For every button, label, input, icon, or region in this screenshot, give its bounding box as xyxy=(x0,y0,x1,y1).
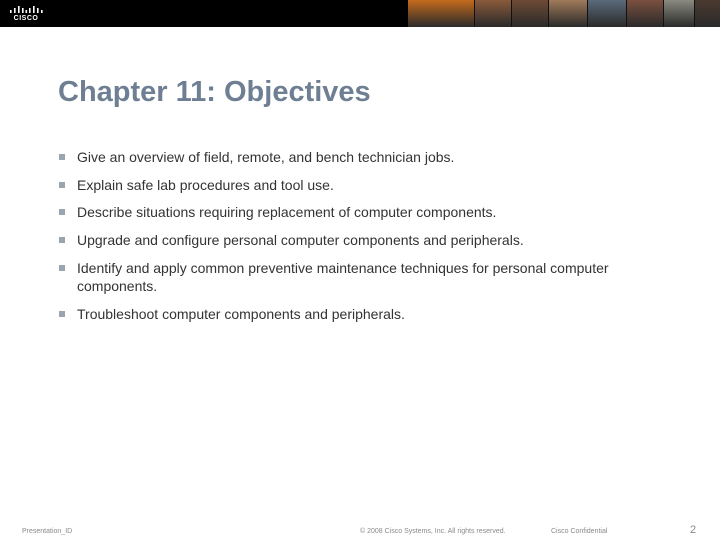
objective-item xyxy=(58,259,658,296)
cisco-logo xyxy=(9,5,43,22)
photo-person-6 xyxy=(664,0,695,27)
bullet-marker-icon xyxy=(59,265,65,271)
photo-person-4 xyxy=(588,0,627,27)
page-number: 2 xyxy=(690,524,697,536)
cisco-logo-text: CISCO xyxy=(13,15,39,22)
bullet-marker-icon xyxy=(59,311,65,317)
cisco-bars-icon xyxy=(9,5,43,14)
objective-item xyxy=(58,148,658,167)
bullet-marker-icon xyxy=(59,209,65,215)
photo-person-5 xyxy=(627,0,664,27)
objective-text: Explain safe lab procedures and tool use. xyxy=(77,176,334,193)
objective-item xyxy=(58,203,658,222)
objective-item xyxy=(58,305,658,324)
objective-item xyxy=(58,176,658,195)
objective-text: Describe situations requiring replacement of computer components. xyxy=(77,204,497,221)
photo-person-3 xyxy=(549,0,588,27)
header-photo-strip xyxy=(408,0,720,27)
footer-copyright: © 2008 Cisco Systems, Inc. All rights reserved. xyxy=(360,528,506,535)
objective-item xyxy=(58,231,658,250)
footer-presentation-id: Presentation_ID xyxy=(22,528,73,535)
header-bar xyxy=(0,0,720,27)
photo-person-1 xyxy=(475,0,512,27)
footer-confidential: Cisco Confidential xyxy=(551,528,608,535)
bullet-marker-icon xyxy=(59,154,65,160)
photo-person-2 xyxy=(512,0,549,27)
bullet-marker-icon xyxy=(59,182,65,188)
objective-text: Identify and apply common preventive maintenance techniques for personal computer components. xyxy=(77,259,609,295)
bullet-marker-icon xyxy=(59,237,65,243)
objective-text: Give an overview of field, remote, and bench technician jobs. xyxy=(77,149,455,165)
objectives-list xyxy=(58,148,658,333)
objective-text: Upgrade and configure personal computer components and peripherals. xyxy=(77,232,524,249)
photo-autumn-leaves xyxy=(408,0,475,27)
photo-person-7 xyxy=(695,0,720,27)
slide-title: Chapter 11: Objectives xyxy=(58,76,371,108)
objective-text: Troubleshoot computer components and peripherals. xyxy=(77,305,405,322)
